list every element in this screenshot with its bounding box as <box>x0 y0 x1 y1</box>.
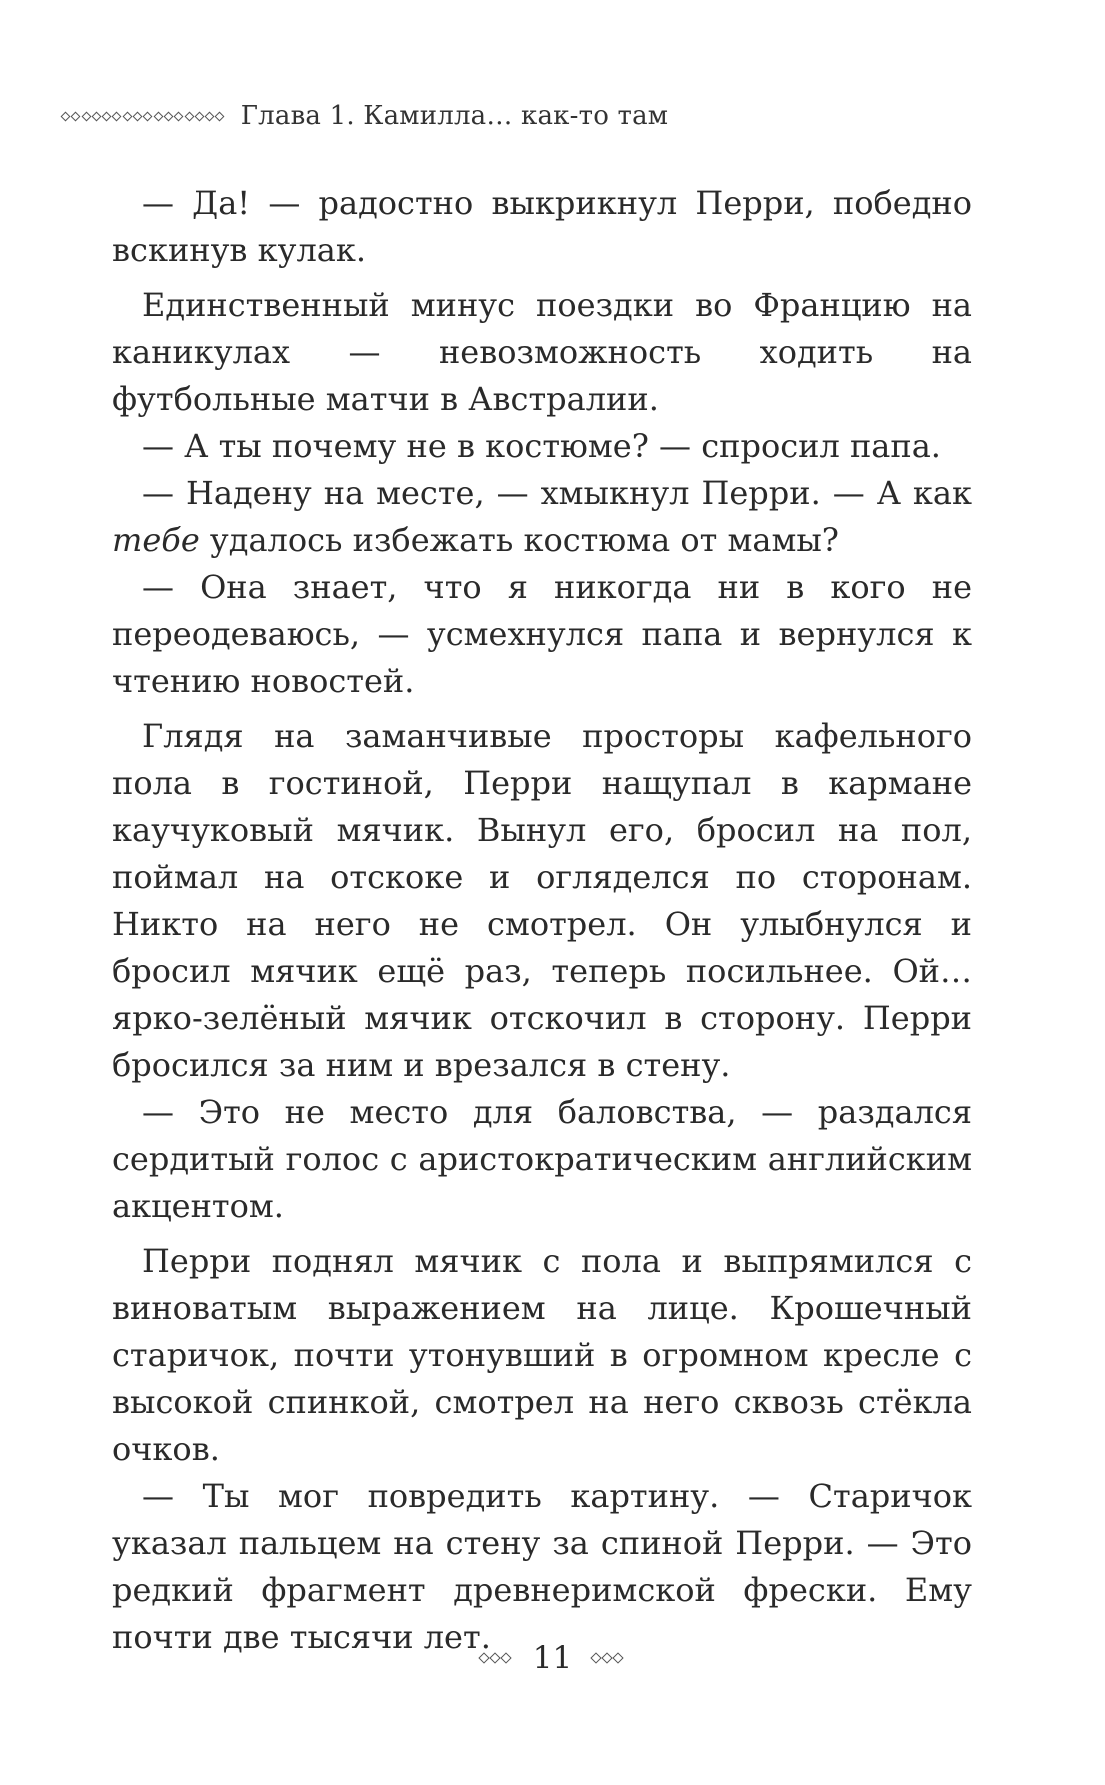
running-header <box>62 96 668 136</box>
body-text <box>112 180 972 1661</box>
page-footer <box>0 1640 1105 1676</box>
paragraph <box>112 470 972 564</box>
page-number: 11 <box>532 1640 573 1676</box>
emphasis: тебе <box>112 521 200 559</box>
paragraph: — А ты почему не в костюме? — спросил папа. <box>142 427 941 465</box>
right-footer-ornament <box>592 1654 625 1662</box>
diamond-chain-ornament <box>62 113 227 120</box>
paragraph: Перри поднял мячик с пола и выпрямился с виноватым выражением на лице. Крошечный старичок, почти утонувший в огромном кресле с высокой спинкой, смотрел на него сквозь стёкла очков. <box>112 1242 972 1468</box>
paragraph-text: удалось избежать костюма от мамы? <box>199 521 839 559</box>
paragraph: — Да! — радостно выкрикнул Перри, победно вскинув кулак. <box>112 184 972 269</box>
left-footer-ornament <box>480 1654 513 1662</box>
paragraph: Глядя на заманчивые просторы кафельного пола в гостиной, Перри нащупал в кармане каучуковый мячик. Вынул его, бросил на пол, поймал на отскоке и огляделся по сторонам. Никто на него не смотрел. Он улыбнулся и бросил мячик ещё раз, теперь посильнее. Ой… ярко-зелёный мячик отскочил в сторону. Перри бросился за ним и врезался в стену. <box>112 717 972 1084</box>
paragraph: — Это не место для баловства, — раздался сердитый голос с аристократическим английским акцентом. <box>112 1093 972 1225</box>
paragraph: Единственный минус поездки во Францию на каникулах — невозможность ходить на футбольные матчи в Австралии. <box>112 286 972 418</box>
paragraph: — Она знает, что я никогда ни в кого не переодеваюсь, — усмехнулся папа и вернулся к чтению новостей. <box>112 568 972 700</box>
chapter-title: Глава 1. Камилла… как-то там <box>240 101 669 131</box>
paragraph: — Ты мог повредить картину. — Старичок указал пальцем на стену за спиной Перри. — Это редкий фрагмент древнеримской фрески. Ему почти две тысячи лет. <box>112 1477 972 1656</box>
paragraph-text: — Надену на месте, — хмыкнул Перри. — А как <box>142 474 972 512</box>
